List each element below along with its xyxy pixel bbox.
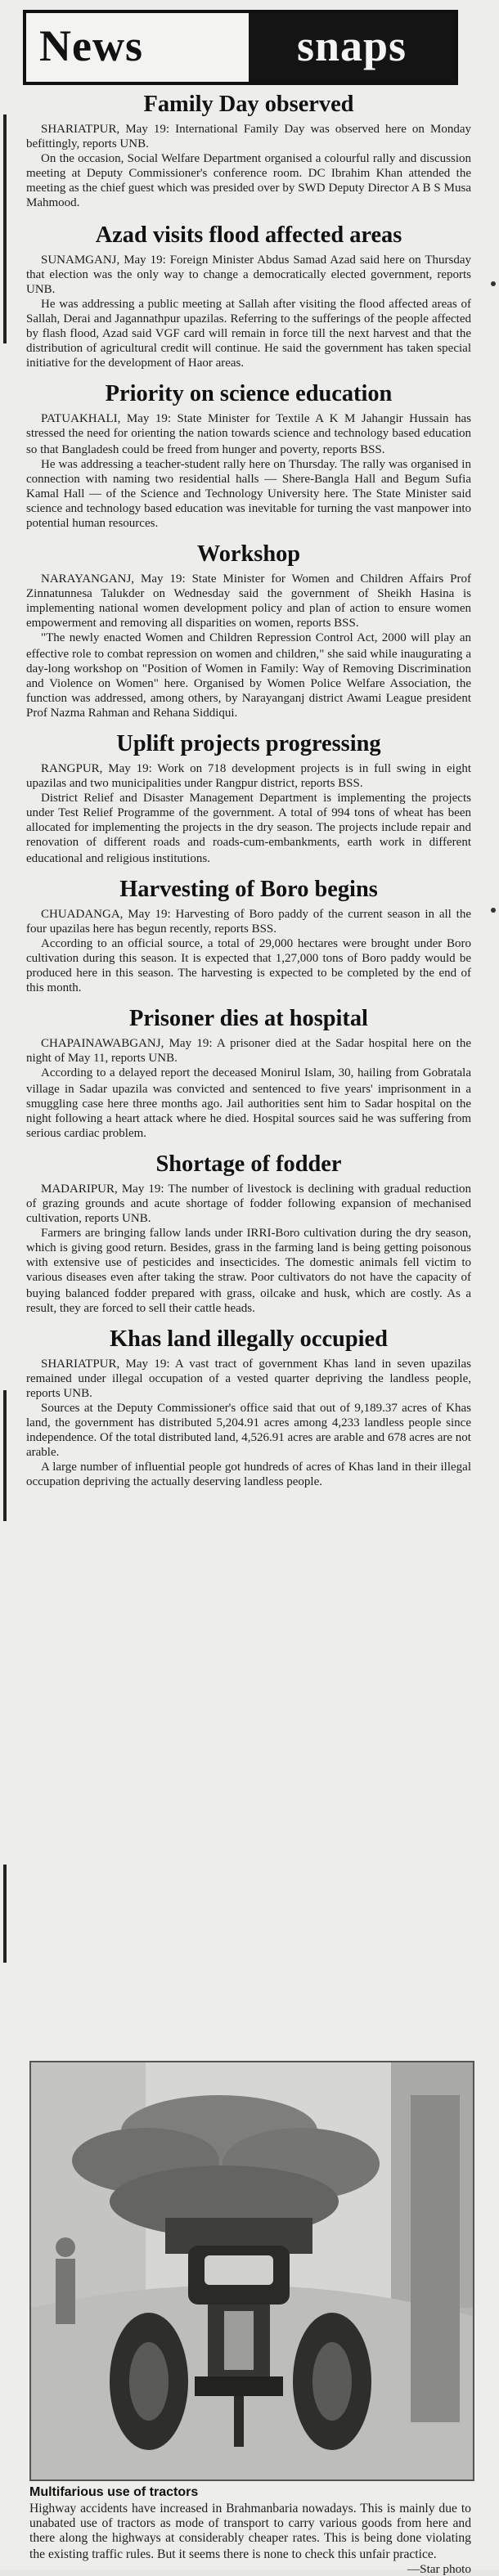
masthead	[23, 10, 458, 85]
story-fodder-shortage	[26, 1151, 471, 1315]
story-dateline-paragraph: SHARIATPUR, May 19: International Family Day was observed here on Monday befittingly, reports UNB.	[26, 121, 471, 151]
masthead-news: News	[39, 21, 143, 70]
margin-rule	[3, 114, 7, 343]
caption-text: Highway accidents have increased in Brahmanbaria nowadays. This is mainly due to unabated use of tractors as mode of transport to carry various goods from here and there along the highways at considerably cheaper rates. This is being done violating the existing traffic rules. But it seems there is none to check this unfair practice.	[29, 2501, 471, 2561]
story-headline: Workshop	[196, 541, 301, 568]
story-paragraph: District Relief and Disaster Management Department is implementing the projects under Test Relief Programme of the government. A total of 994 tons of wheat has been allocated for implementing the projects in the dry season. The projects include repair and renovation of different roads and roads-cum-embankments, earth work in different educational and religious institutions.	[26, 790, 471, 865]
story-paragraph: He was addressing a public meeting at Sallah after visiting the flood affected areas of Sallah, Derai and Jagannathpur upazilas. Referring to the sufferings of the people affected by flash flood, Azad said VGF card will remain in force till the next harvest and that the distribution of agricultural credit will continue. He said the government has taken special initiative for the development of Haor areas.	[26, 295, 471, 370]
story-workshop	[26, 541, 471, 720]
tractor-image	[31, 2062, 473, 2480]
story-headline: Khas land illegally occupied	[110, 1326, 388, 1353]
margin-rule	[3, 1865, 7, 1963]
story-paragraph: On the occasion, Social Welfare Department organised a colourful rally and discussion meeting at Deputy Commissioner's conference room. DC Ibrahim Khan attended the meeting as the chief guest which was presided over by SWD Deputy Director A B S Musa Mahmood.	[26, 150, 471, 210]
masthead-snaps: snaps	[249, 13, 455, 82]
story-dateline-paragraph: CHUADANGA, May 19: Harvesting of Boro paddy of the current season in all the four upazilas here has begun recently, reports BSS.	[26, 905, 471, 936]
story-paragraph: He was addressing a teacher-student rally here on Thursday. The rally was organised in connection with naming two residential halls — Shere-Bangla Hall and Begum Sufia Kamal Hall — of the Science and Technology University here. The State Minister said science and technology based education was inevitable for turning the vast manpower into potential human resources.	[26, 456, 471, 530]
news-column	[26, 92, 471, 1501]
story-paragraph: "The newly enacted Women and Children Repression Control Act, 2000 will play an effective role to combat repression on women and children," she said while inaugurating a day-long workshop on "Position of Women in Family: Way of Removing Discrimination and Violence on Women" here. Organised by Women Police Welfare Association, the function was addressed, among others, by Narayanganj district Awami League president Prof Nazma Rahman and Rehana Siddiqui.	[26, 630, 471, 720]
story-dateline-paragraph: CHAPAINAWABGANJ, May 19: A prisoner died at the Sadar hospital here on the night of May 11, reports UNB.	[26, 1035, 471, 1066]
story-headline: Uplift projects progressing	[116, 731, 381, 757]
story-dateline-paragraph: PATUAKHALI, May 19: State Minister for Textile A K M Jahangir Hussain has stressed the need for orienting the nation towards science and technology based education so that Bangladesh could be freed from hunger and poverty, reports BSS.	[26, 411, 471, 456]
story-azad-flood	[26, 222, 471, 370]
story-dateline-paragraph: RANGPUR, May 19: Work on 718 development projects is in full swing in eight upazilas and two municipalities under Rangpur district, reports BSS.	[26, 761, 471, 791]
story-dateline-paragraph: SHARIATPUR, May 19: A vast tract of government Khas land in seven upazilas remained under illegal occupation of a vested quarter depriving the landless people, reports UNB.	[26, 1355, 471, 1400]
story-family-day	[26, 92, 471, 210]
story-dateline-paragraph: NARAYANGANJ, May 19: State Minister for Women and Children Affairs Prof Zinnatunnesa Talukder on Wednesday said the government of Sheikh Hasina is implementing national women development policy and plan of action to ensure women empowerment and removing all disparities on women, reports BSS.	[26, 571, 471, 631]
story-paragraph: Farmers are bringing fallow lands under IRRI-Boro cultivation during the dry season, which is giving good return. Besides, grass in the farming land is being getting poisonous with extensive use of pesticides and insecticides. The domestic animals fell victim to various diseases even after taking the straw. Poor cultivators do not have the capacity of buying balanced fodder prepared with grass, oilcake and husk, which are costly. As a result, they are forced to sell their cattle heads.	[26, 1225, 471, 1315]
story-khas-land	[26, 1326, 471, 1489]
edge-mark	[491, 908, 496, 913]
story-headline: Shortage of fodder	[155, 1151, 342, 1178]
story-dateline-paragraph: MADARIPUR, May 19: The number of livestock is declining with gradual reduction of grazing grounds and acute shortage of fodder following expansion of mechanised cultivation, reports UNB.	[26, 1180, 471, 1226]
story-dateline-paragraph: SUNAMGANJ, May 19: Foreign Minister Abdus Samad Azad said here on Thursday that election was the only way to change a democratically elected government, reports UNB.	[26, 251, 471, 296]
story-uplift-projects	[26, 731, 471, 864]
photo-credit: —Star photo	[407, 2560, 471, 2576]
story-headline: Family Day observed	[143, 92, 354, 118]
caption-title: Multifarious use of tractors	[29, 2484, 199, 2499]
story-science-education	[26, 382, 471, 531]
story-paragraph: A large number of influential people got hundreds of acres of Khas land in their illegal occupation depriving the actually deserving landless people.	[26, 1459, 471, 1489]
photo-caption	[29, 2484, 471, 2576]
story-paragraph: Sources at the Deputy Commissioner's office said that out of 9,189.37 acres of Khas land, the government has distributed 5,204.91 acres among 4,233 landless people since independence. Of the total distributed land, 4,526.91 acres are arable and 678 acres are not arable.	[26, 1400, 471, 1460]
story-prisoner-dies	[26, 1006, 471, 1139]
edge-mark	[491, 281, 496, 286]
story-paragraph: According to an official source, a total of 29,000 hectares were brought under Boro cultivation during this season. It is expected that 1,27,000 tons of Boro paddy would be produced here in this season. The harvesting is expected to be completed by the end of this month.	[26, 935, 471, 995]
story-headline: Harvesting of Boro begins	[119, 876, 378, 903]
story-headline: Prisoner dies at hospital	[129, 1006, 368, 1033]
margin-rule	[3, 1390, 7, 1521]
story-boro-harvest	[26, 876, 471, 994]
tractor-photo	[29, 2061, 474, 2481]
story-headline: Azad visits flood affected areas	[95, 222, 402, 249]
story-paragraph: According to a delayed report the deceased Monirul Islam, 30, hailing from Gobratala village in Sadar upazila was convicted and sentenced to five years' imprisonment in a smuggling case here three months ago. Jail authorities sent him to Sadar hospital on the night following a heart attack where he died. Hospital sources said he was suffering from serious cardiac problem.	[26, 1065, 471, 1140]
story-headline: Priority on science education	[105, 381, 393, 408]
